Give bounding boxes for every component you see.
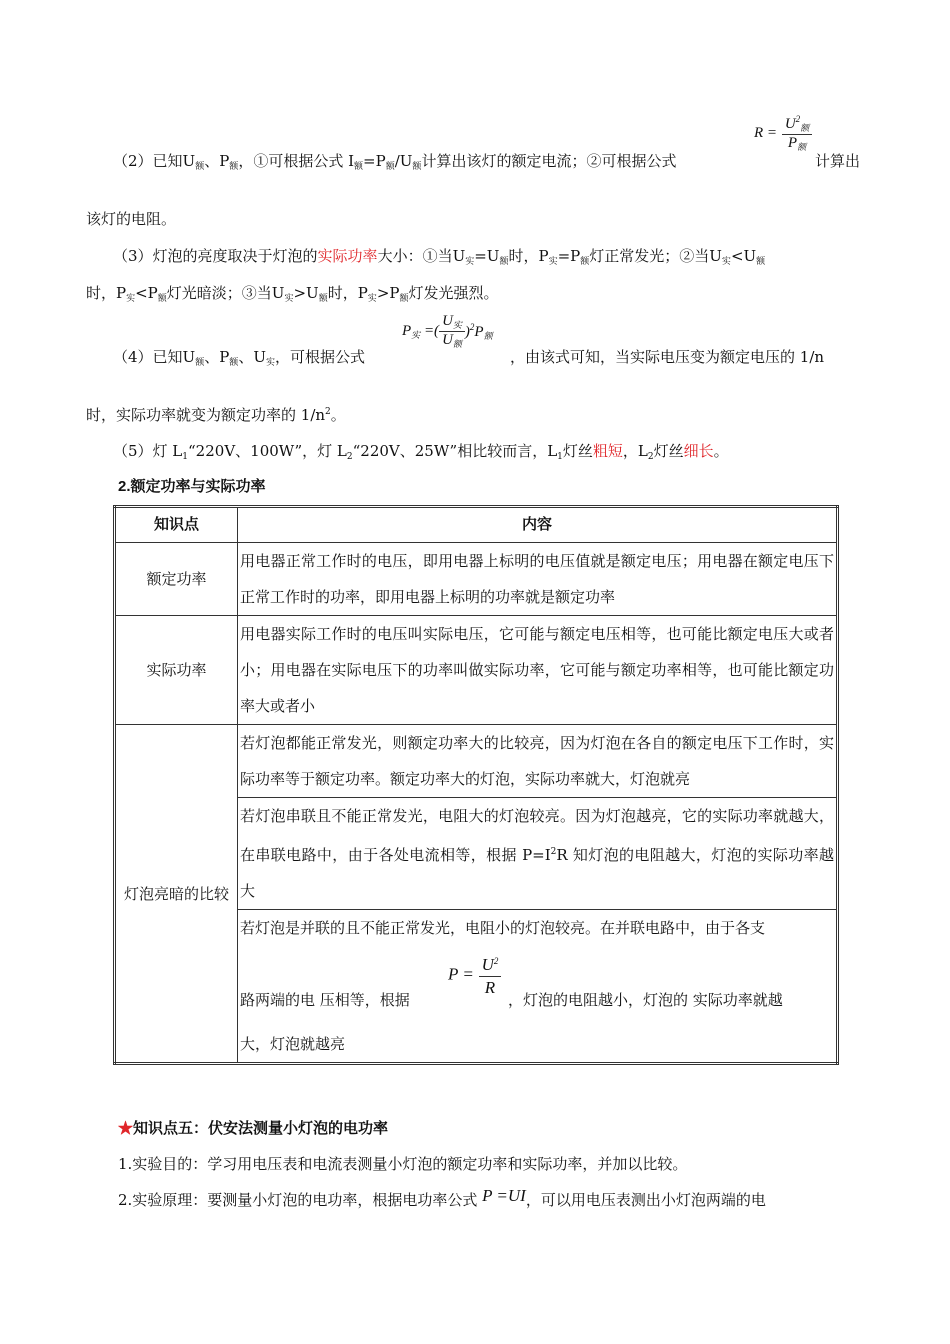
para3-text: 大小：①当U (377, 247, 466, 265)
para5-text: 。 (713, 442, 729, 460)
para3-text: 时，P (327, 284, 368, 302)
formula-text: P = (448, 964, 474, 984)
item-text: ，可以用电压表测出小灯泡两端的电 (525, 1191, 766, 1209)
cell-text: R 知灯泡的电阻越大，灯泡的实际功率越大 (240, 846, 834, 900)
para2-line1 (113, 150, 676, 172)
para3-text: 灯光暗淡；③当U (166, 284, 285, 302)
para2-tail: 计算出 (815, 152, 861, 170)
table-row (115, 725, 838, 798)
formula-text (464, 321, 493, 341)
sup: 2 (795, 114, 801, 124)
para3-text: >U (293, 284, 319, 302)
cell-line-with-formula (240, 946, 834, 1026)
fraction (782, 114, 812, 153)
item-text: 2.实验原理：要测量小灯泡的电功率，根据电功率公式 (118, 1191, 478, 1209)
row-content-actual-power: 用电器实际工作时的电压叫实际电压，它可能与额定电压相等，也可能比额定电压大或者小；用电器在实际电压下的功率叫做实际功率，它可能与额定功率相等，也可能比额定功率大或者小 (238, 616, 838, 725)
para2-text: 、P (204, 152, 230, 170)
row-label-actual-power: 实际功率 (115, 616, 238, 725)
sub: 额 (499, 257, 509, 267)
para4-line2 (86, 404, 346, 425)
para4-text: 。 (330, 406, 346, 424)
row-content-brightness-3 (238, 910, 838, 1064)
fraction-numerator (479, 950, 502, 977)
para2-text: /U (394, 152, 413, 170)
sub: 额 (452, 339, 462, 349)
sub: 额 (800, 123, 810, 133)
fraction (439, 313, 465, 350)
sub: 额 (797, 142, 807, 152)
sub: 额 (399, 294, 409, 304)
sub: 实 (452, 320, 462, 330)
para2-text: ，①可根据公式 I (238, 152, 355, 170)
para2-text: =P (363, 152, 386, 170)
sub: 1 (557, 452, 563, 462)
formula-text: P (787, 135, 798, 151)
sub: 1 (182, 452, 189, 462)
para5-text: 灯丝 (562, 442, 593, 460)
sub: 额 (195, 162, 205, 172)
para4-text: 、P (204, 348, 230, 366)
para4-text: ，可根据公式 (274, 348, 365, 366)
formula-resistance (754, 114, 812, 153)
para4-text: （4）已知U (113, 348, 196, 366)
para3-text: =U (474, 247, 500, 265)
para3-text: <P (135, 284, 158, 302)
formula-text: U (481, 955, 494, 974)
sub: 额 (157, 294, 167, 304)
para3-text: <U (730, 247, 757, 265)
formula-power-parallel (448, 950, 501, 999)
formula-text: U (442, 332, 453, 348)
sub: 2 (647, 452, 654, 462)
formula-text: U (784, 116, 796, 132)
formula-text: P (474, 323, 484, 340)
table-header-row (115, 507, 838, 543)
para3-text: 灯正常发光；②当U (589, 247, 722, 265)
table-header: 知识点 (115, 507, 238, 543)
para5-text: “220V、100W”，灯 L (188, 442, 347, 460)
fraction-denominator (782, 135, 812, 153)
para3-text: （3）灯泡的亮度取决于灯泡的 (113, 247, 318, 265)
para3-text: =P (557, 247, 581, 265)
sub: 额 (756, 257, 766, 267)
formula-text: P (402, 322, 412, 339)
sub: 实 (721, 257, 731, 267)
para4-line1 (113, 346, 365, 368)
fraction-numerator (439, 313, 465, 332)
para3-text: >P (376, 284, 400, 302)
cell-text: 若灯泡串联且不能正常发光，电阻大的灯泡较亮。因为灯泡越亮，它的实际功率就越大，在串联电路中，由于各处电流相等，根据 P=I (240, 807, 834, 864)
para3-text: 灯发光强烈。 (408, 284, 499, 302)
sub: 额 (195, 358, 205, 368)
para3-text: 时，P (508, 247, 549, 265)
point5-item1: 1.实验目的：学习用电压表和电流表测量小灯泡的额定功率和实际功率，并加以比较。 (118, 1155, 688, 1173)
sub: 实 (284, 294, 294, 304)
para5-text: “220V、25W”相比较而言，L (352, 442, 558, 460)
sub: 额 (412, 162, 422, 172)
row-label-rated-power: 额定功率 (115, 543, 238, 616)
point5-heading (118, 1117, 388, 1138)
sub: 实 (126, 294, 136, 304)
cell-text: 路两端的电 压相等，根据 (240, 991, 410, 1009)
cell-text: 若灯泡是并联的且不能正常发光，电阻小的灯泡较亮。在并联电路中，由于各支 (240, 919, 766, 937)
point5-item2 (118, 1186, 766, 1210)
row-content-brightness-1: 若灯泡都能正常发光，则额定功率大的比较亮，因为灯泡在各自的额定电压下工作时，实际功率等于额定功率。额定功率大的灯泡，实际功率就大，灯泡就亮 (238, 725, 838, 798)
formula-text: P =UI (482, 1186, 526, 1205)
knowledge-table (113, 505, 839, 1065)
sub: 实 (367, 294, 377, 304)
para5-text: ，L (622, 442, 648, 460)
formula-text: U (442, 313, 453, 329)
sub: 实 (411, 329, 421, 340)
sub: 2 (346, 452, 353, 462)
table-row (115, 616, 838, 725)
fraction-numerator (782, 114, 812, 135)
para4-text: 时，实际功率就变为额定功率的 1/n (86, 406, 326, 424)
row-content-rated-power: 用电器正常工作时的电压，即用电器上标明的电压值就是额定电压；用电器在额定电压下正常工作时的功率，即用电器上标明的功率就是额定功率 (238, 543, 838, 616)
cell-text: 大，灯泡就越亮 (240, 1035, 346, 1053)
sub: 额 (229, 162, 239, 172)
sub: 实 (465, 257, 475, 267)
fraction-denominator (439, 332, 465, 350)
para3-line1 (113, 245, 765, 267)
sup: 2 (469, 321, 475, 332)
para5-text: 灯丝 (653, 442, 684, 460)
sub: 额 (229, 358, 239, 368)
sup: 2 (493, 956, 499, 966)
sub: 额 (580, 257, 590, 267)
formula-text: ) (464, 323, 470, 340)
para5-text: （5）灯 L (113, 442, 183, 460)
fraction-denominator: R (484, 978, 496, 997)
sub: 额 (385, 162, 395, 172)
table-row (115, 543, 838, 616)
para4-line1-tail: ，由该式可知，当实际电压变为额定电压的 1/n (510, 348, 825, 366)
para3-text: 时，P (86, 284, 127, 302)
sub: 实 (548, 257, 558, 267)
sub: 额 (318, 294, 328, 304)
formula-text: R = (754, 125, 778, 141)
para2-text: 计算出该灯的额定电流；②可根据公式 (421, 152, 677, 170)
star-icon: ★ (118, 1120, 134, 1137)
para2-text: （2）已知U (113, 152, 196, 170)
highlight-text: 实际功率 (317, 247, 378, 265)
para3-line2 (86, 282, 499, 304)
row-content-brightness-2 (238, 798, 838, 910)
highlight-text: 粗短 (592, 442, 623, 460)
fraction (479, 950, 502, 999)
para4-text: 、U (238, 348, 266, 366)
formula-text (402, 323, 439, 339)
row-label-brightness: 灯泡亮暗的比较 (115, 725, 238, 1064)
section-title: 2.额定功率与实际功率 (118, 478, 266, 495)
table-header: 内容 (238, 507, 838, 543)
cell-text: ，灯泡的电阻越小，灯泡的 实际功率就越 (508, 991, 783, 1009)
sup: 2 (325, 407, 331, 417)
para2-line2: 该灯的电阻。 (86, 210, 177, 228)
sub: 额 (354, 162, 364, 172)
highlight-text: 细长 (683, 442, 714, 460)
sup: 2 (550, 847, 557, 857)
formula-text: =( (420, 322, 440, 339)
para5 (113, 440, 729, 462)
sub: 额 (483, 330, 493, 341)
point5-title: 知识点五：伏安法测量小灯泡的电功率 (133, 1120, 389, 1137)
sub: 实 (265, 358, 275, 368)
formula-actual-power (402, 313, 493, 350)
